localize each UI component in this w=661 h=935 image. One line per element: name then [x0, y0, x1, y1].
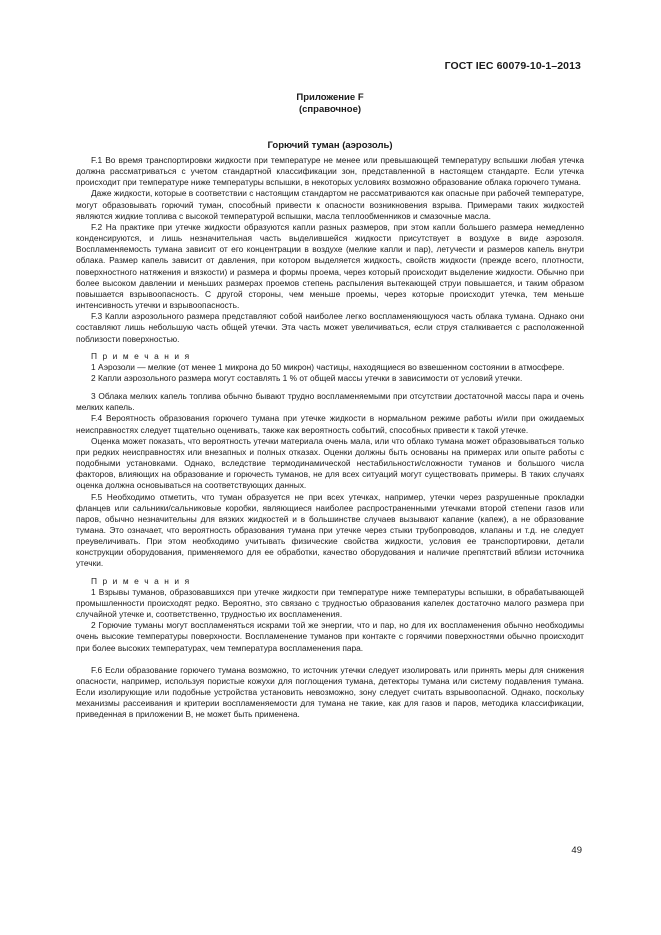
annex-title: Приложение F: [296, 92, 364, 103]
annex-subtitle: (справочное): [298, 104, 362, 115]
note-2: 2 Горючие туманы могут воспламеняться искрами той же энергии, что и пар, но для их воспламенения обычно необходимы очень высокие температуры поверхности. Воспламенение туманов при контакте с горячими поверхностями обычно происходит при более высоких температурах, чем температура воспламенения пара.: [76, 620, 584, 653]
paragraph-f2: F.2 На практике при утечке жидкости образуются капли разных размеров, при этом капли большего размера немедленно конденсируются, и лишь незначительная часть выделившейся жидкости присутствует в воздухе в виде аэрозоля. Воспламеняемость тумана зависит от его концентрации в воздухе (мелкие капли и пар), летучести и размеров капель внутри облака. Размер капель зависит от давления, при котором выделяется жидкость, свойств жидкости (прежде всего, плотности, поверхностного натяжения и вязкости) и размера и формы проема, через который происходит выделение жидкости. Обычно при более высоком давлении и меньших размерах проемов степень распыления вытекающей струи повышается, и таким образом повышается взрывоопасность. С другой стороны, чем меньше проемы, через которые происходит утечка, тем меньше интенсивность утечки и взрывоопасность.: [76, 221, 584, 311]
note-2: 2 Капли аэрозольного размера могут составлять 1 % от общей массы утечки в зависимости от условий утечки.: [91, 372, 523, 383]
note-1: 1 Взрывы туманов, образовавшихся при утечке жидкости при температуре ниже температуры вспышки, в обрабатывающей промышленности происходят редко. Вероятно, это связано с трудностью образования капелек достаточно малого размера при случайной утечке и, соответственно, трудностью их воспламенения.: [76, 586, 584, 620]
section-title: Горючий туман (аэрозоль): [267, 140, 393, 151]
paragraph-f1: F.1 Во время транспортировки жидкости при температуре не менее или превышающей температуру вспышки любая утечка должна рассматриваться с учетом стандартной классификации зон, представленной в настоящем стандарте. Если утечка происходит при температуре ниже температуры вспышки, в некоторых условиях возможно образование облака горючего тумана.: [76, 155, 584, 188]
annex-heading: [75, 92, 585, 116]
notes-heading: П р и м е ч а н и я: [91, 350, 191, 361]
paragraph-f3: F.3 Капли аэрозольного размера представляют собой наиболее легко воспламеняющуюся часть облака тумана. Однако они составляют лишь небольшую часть общей утечки. Эта часть может увеличиваться, если струя сталкивается с расположенной поблизости поверхностью.: [76, 311, 584, 344]
paragraph-f5: F.5 Необходимо отметить, что туман образуется не при всех утечках, например, утечки через разрушенные прокладки фланцев или сальники/сальниковые коробки, являющиеся наиболее распространенными утечками второй степени газов или паров, обычно незначительны для вязких жидкостей и в большинстве случаев вызывают капание (капеж), а не образование тумана. Это означает, что вероятность образования тумана при утечке через стыки трубопроводов, клапаны и т.д. не следует преувеличивать. При этом необходимо учитывать физические свойства жидкости, условия ее транспортировки, детали конструкции оборудования, применяемого для ее обработки, качество оборудования и наличие препятствий вблизи источника утечки.: [76, 491, 584, 569]
paragraph-f6: F.6 Если образование горючего тумана возможно, то источник утечки следует изолировать или принять меры для снижения опасности, например, используя пористые кожухи для поглощения тумана, детекторы тумана или систему подавления тумана. Если изолирующие или подобные устройства установить невозможно, зону следует считать взрывоопасной. Однако, поскольку механизмы рассеивания и критерии воспламеняемости для тумана не такие, как для газов и паров, методика классификации, приведенная в приложении В, не может быть применена.: [76, 664, 584, 720]
paragraph-f4: F.4 Вероятность образования горючего тумана при утечке жидкости в нормальном режиме работы и/или при ожидаемых неисправностях следует тщательно оценивать, также как вероятность событий, способных привести к такой утечке.: [76, 413, 584, 435]
paragraph-f1-continued: Даже жидкости, которые в соответствии с настоящим стандартом не рассматриваются как опасные при рабочей температуре, могут образовывать горючий туман, способный привести к опасности возникновения взрыва. Примерами таких жидкостей являются жидкие топлива с высокой температурой вспышки, масла теплообменников и смазочные масла.: [76, 188, 584, 221]
document-body: [76, 155, 584, 721]
standard-header: ГОСТ IEC 60079-10-1–2013: [444, 60, 581, 72]
page-number: 49: [571, 845, 582, 856]
paragraph-f4-continued: Оценка может показать, что вероятность утечки материала очень мала, или что облако тумана может образовываться только при редких неисправностях или внезапных и полных отказах. Оценки должны быть основаны на примерах или опыте работы с подобными установками. Однако, вследствие термодинамической нестабильности/сложности туманов и большого числа факторов, влияющих на образование и горючесть туманов, не для всех ситуаций могут существовать примеры. В таких случаях оценка должна основываться на соответствующих данных.: [76, 435, 584, 491]
note-1: 1 Аэрозоли — мелкие (от менее 1 микрона до 50 микрон) частицы, находящиеся во взвешенном состоянии в атмосфере.: [91, 361, 565, 372]
notes-heading: П р и м е ч а н и я: [91, 575, 191, 586]
note-3: 3 Облака мелких капель топлива обычно бывают трудно воспламеняемыми при отсутствии достаточной массы пара и очень мелких капель.: [76, 391, 584, 413]
